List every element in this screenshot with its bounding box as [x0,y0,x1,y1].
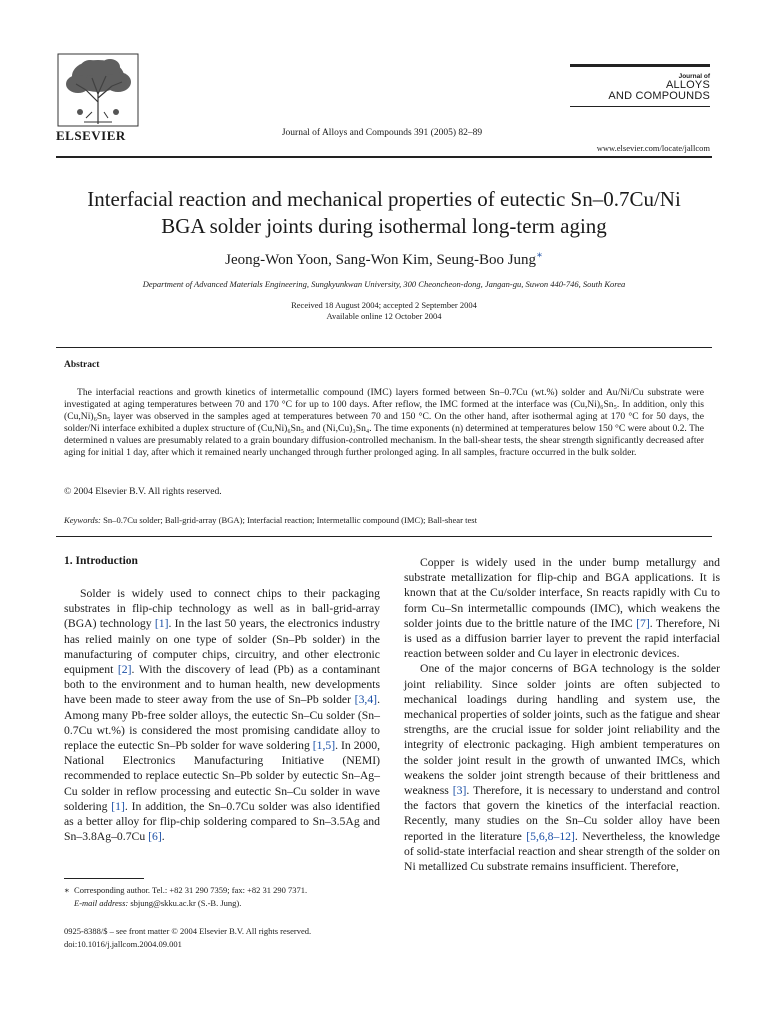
affiliation: Department of Advanced Materials Engineering, Sungkyunkwan University, 300 Cheoncheon-dong, Jangan-gu, Suwon 440-746, South Korea [142,279,626,289]
header-divider [56,156,712,158]
paragraph-text: . Therefore, Ni is used as a diffusion barrier layer to prevent the rapid interfacial reaction between solder and Cu layer in electronic devices. [404,616,720,661]
front-matter [64,925,311,950]
paragraph-text: . Therefore, it is necessary to understand and control the factors that govern the kinetics of the interfacial reaction. Recently, many studies on the Sn–Cu solder alloy have been reported in the literature [404,784,720,843]
citation-link[interactable]: [5,6,8–12] [526,829,575,843]
journal-logo [570,64,710,107]
doi-link[interactable]: doi:10.1016/j.jallcom.2004.09.001 [64,938,182,949]
citation-link[interactable]: [3,4] [354,693,378,707]
authors-text: Jeong-Won Yoon, Sang-Won Kim, Seung-Boo Jung [225,252,537,268]
citation-link[interactable]: [1,5] [312,739,336,753]
keywords-label: Keywords: [64,515,101,525]
citation-link[interactable]: [2] [117,663,132,677]
journal-url-link[interactable]: www.elsevier.com/locate/jallcom [596,143,710,153]
journal-logo-rule-bottom [570,106,710,107]
abstract-copyright: © 2004 Elsevier B.V. All rights reserved. [64,486,222,497]
article-dates [56,300,712,322]
title-line-1: Interfacial reaction and mechanical properties of eutectic Sn–0.7Cu/Ni [87,187,681,211]
intro-paragraph-3 [404,661,720,874]
abstract-top-rule [56,347,712,348]
corresponding-author-note [64,884,380,897]
paragraph-text: One of the major concerns of BGA technology is the solder joint reliability. Since solder joints are often subjected to mechanical loadings during handling and system use, the mechanical properties of solder joints, such as the fatigue and shear strengths, are the crucial issue for solder joint reliability and the integrity of electronic packaging. High ambient temperatures on the solder joint result in the growth of unwanted IMCs, which weakens the solder joint strength because of their brittleness and weakness [404,662,720,798]
author-list [56,250,712,269]
received-date: Received 18 August 2004; accepted 2 September 2004 [291,300,477,310]
citation-link[interactable]: [7] [636,616,650,630]
keywords-list: Sn–0.7Cu solder; Ball-grid-array (BGA); Interfacial reaction; Intermetallic compound (IMC); Ball-shear test [103,515,478,525]
citation-link[interactable]: [3] [452,784,467,798]
title-line-2: BGA solder joints during isothermal long-term aging [161,214,607,238]
corresponding-text: Corresponding author. Tel.: +82 31 290 7359; fax: +82 31 290 7371. [74,885,308,895]
section-heading-introduction: 1. Introduction [64,555,138,567]
email-address-link[interactable]: sbjung@skku.ac.kr (S.-B. Jung). [130,897,242,908]
paragraph-text: Solder is widely used to connect chips to their packaging substrates in flip-chip technology as well as in ball-grid-array (BGA) technology [64,587,380,631]
journal-citation: Journal of Alloys and Compounds 391 (2005) 82–89 [281,128,483,138]
abstract-body [64,387,704,460]
corresponding-author-link[interactable]: ∗ [536,250,543,261]
journal-logo-line2: ALLOYS [665,79,710,91]
left-column [64,586,380,844]
paragraph-text: . With the discovery of lead (Pb) as a contaminant both to the environment and to human health, new developments have been made to steer away from the use of Sn–Pb solder [64,663,380,707]
footnote-mark: ∗ [64,885,70,895]
available-date: Available online 12 October 2004 [326,311,442,321]
email-label: E-mail address: [74,897,129,908]
citation-link[interactable]: [1] [111,799,125,813]
citation-link[interactable]: [6] [148,830,162,844]
intro-paragraph-2 [404,555,720,661]
abstract-text: The interfacial reactions and growth kinetics of intermetallic compound (IMC) layers formed between Sn–0.7Cu (wt.%) solder and Au/Ni/Cu substrate were investigated at aging temperatures between 70 and 170 °C for up to 100 days. After reflow, the IMC formed at the interface was (Cu,Ni)₆Sn₅. In addition, only this (Cu,Ni)₆Sn₅ layer was observed in the samples aged at temperatures between 70 and 150 °C. On the other hand, after isothermal aging at 170 °C for 50 days, the solder/Ni interface exhibited a duplex structure of (Cu,Ni)₆Sn₅ and (Ni,Cu)₃Sn₄. The time exponents (n) determined at temperatures below 150 °C were about 0.2. The determined n values are presumably related to a grain boundary diffusion-controlled mechanism. In the ball-shear tests, the shear strength significantly decreased after aging for initial 1 day, after which it remained nearly unchanged through further prolonged aging. In all samples, fracture occurred in the bulk solder. [64,387,704,459]
citation-link[interactable]: [1] [154,617,169,631]
journal-logo-line3: AND COMPOUNDS [608,90,710,102]
right-column [404,555,720,874]
keywords [64,515,477,525]
abstract-bottom-rule [56,536,712,537]
footnote-rule [64,878,144,879]
email-line [64,897,380,910]
paragraph-text: . [161,830,165,844]
paragraph-text: . In addition, the Sn–0.7Cu solder was also identified as a better alloy for flip-chip soldering compared to Sn–3.5Ag and Sn–3.8Ag–0.7Cu [64,799,380,844]
journal-logo-line1: Journal of [678,73,710,80]
paragraph-text: Copper is widely used in the under bump metallurgy and substrate metallization for flip-chip and BGA applications. It is known that at the Cu/solder interface, Sn reacts rapidly with Cu to form Cu–Sn intermetallic compounds (IMC), which weakens the solder joints due to the brittle nature of the IMC [404,556,720,630]
footnote [64,884,380,909]
publisher-name: ELSEVIER [56,128,126,143]
paragraph-text: . In the last 50 years, the electronics industry has relied mainly on one type of solder (Sn–Pb solder) in the manufacturing of computer chips, circuitry, and other electronic equipment [64,617,380,677]
paragraph-text: . Nevertheless, the knowledge of solid-state interfacial reaction and shear strength of the solder on Ni metallized Cu substrate remains insufficient. Therefore, [404,829,720,874]
journal-logo-rule [570,64,710,67]
paragraph-text: . In 2000, National Electronics Manufacturing Initiative (NEMI) recommended to replace eutectic Sn–Pb solder by eutectic Sn–Ag–Cu solder in reflow processing and eutectic Sn–Cu solder in wave soldering [64,739,380,813]
article-title [56,186,712,240]
abstract-heading: Abstract [64,360,100,370]
issn-line: 0925-8388/$ – see front matter © 2004 Elsevier B.V. All rights reserved. [64,926,312,936]
intro-paragraph-1 [64,586,380,844]
paragraph-text: . Among many Pb-free solder alloys, the eutectic Sn–Cu solder (Sn–0.7Cu wt.%) is considered the most promising candidate alloy to replace the eutectic Sn–Pb solder for wave soldering [64,693,380,753]
